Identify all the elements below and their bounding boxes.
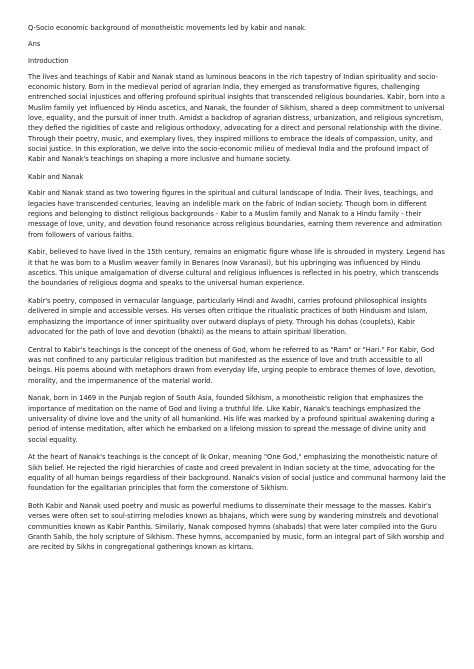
document-page	[28, 23, 446, 560]
intro-paragraph: The lives and teachings of Kabir and Nanak stand as luminous beacons in the rich tapestry of Indian spirituality and socio-economic history. Born in the medieval period of agrarian India, they emerged as transformative figures, challenging entrenched social injustices and offering profound spiritual insights that transcended religious boundaries. Kabir, born into a Muslim family yet influenced by Hindu ascetics, and Nanak, the founder of Sikhism, shared a deep commitment to universal love, equality, and the pursuit of inner truth. Amidst a backdrop of agrarian distress, urbanization, and religious syncretism, they defied the rigidities of caste and religious orthodoxy, advocating for a direct and personal relationship with the divine. Through their poetry, music, and exemplary lives, they inspired millions to embrace the ideals of compassion, unity, and social justice. In this exploration, we delve into the socio-economic milieu of medieval India and the profound impact of Kabir and Nanak's teachings on shaping a more inclusive and humane society.	[28, 72, 445, 164]
intro-heading: Introduction	[28, 56, 69, 65]
section-heading: Kabir and Nanak	[28, 173, 84, 182]
body-paragraph: Both Kabir and Nanak used poetry and music as powerful mediums to disseminate their message to the masses. Kabir's verses were often set to soul-stirring melodies known as bhajans, which were sung by wandering minstrels and devotional communities known as Kabir Panthis. Similarly, Nanak composed hymns (shabads) that were later compiled into the Guru Granth Sahib, the holy scripture of Sikhism. These hymns, accompanied by music, form an integral part of Sikh worship and are recited by Sikhs in congregational gatherings known as kirtans.	[28, 502, 445, 552]
body-paragraph: Central to Kabir's teachings is the concept of the oneness of God, whom he referred to as "Ram" or "Hari." For Kabir, God was not confined to any particular religious tradition but manifested as the essence of love and truth accessible to all beings. His poems abound with metaphors drawn from everyday life, urging people to embrace themes of love, devotion, morality, and the impermanence of the material world.	[28, 345, 437, 385]
body-paragraph: At the heart of Nanak's teachings is the concept of Ik Onkar, meaning "One God," emphasizing the monotheistic nature of Sikh belief. He rejected the rigid hierarchies of caste and creed prevalent in Indian society at the time, advocating for the equality of all human beings regardless of their background. Nanak's vision of social justice and communal harmony laid the foundation for the egalitarian principles that form the cornerstone of Sikhism.	[28, 453, 446, 493]
body-paragraph: Nanak, born in 1469 in the Punjab region of South Asia, founded Sikhism, a monotheistic religion that emphasizes the importance of meditation on the name of God and living a truthful life. Like Kabir, Nanak's teachings emphasized the universality of divine love and the unity of all humankind. His life was marked by a profound spiritual awakening during a period of intense meditation, after which he embarked on a lifelong mission to spread the message of divine unity and social equality.	[28, 394, 435, 444]
body-paragraph: Kabir's poetry, composed in vernacular language, particularly Hindi and Avadhi, carries profound philosophical insights delivered in simple and accessible verses. His verses often critique the ritualistic practices of both Hinduism and Islam, emphasizing the importance of inner spirituality over outward displays of piety. Through his dohas (couplets), Kabir advocated for the path of love and devotion (bhakti) as the means to attain spiritual liberation.	[28, 297, 428, 336]
question-line: Q-Socio economic background of monotheistic movements led by kabir and nanak.	[28, 24, 307, 32]
body-paragraph: Kabir and Nanak stand as two towering figures in the spiritual and cultural landscape of India. Their lives, teachings, and legacies have transcended centuries, leaving an indelible mark on the fabric of Indian society. Though born in different regions and belonging to distinct religious backgrounds - Kabir to a Muslim family and Nanak to a Hindu family - their message of love, unity, and devotion found resonance across religious boundaries, earning them reverence and admiration from followers of various faiths.	[28, 189, 442, 239]
answer-label: Ans	[28, 40, 41, 49]
body-paragraph: Kabir, believed to have lived in the 15th century, remains an enigmatic figure whose life is shrouded in mystery. Legend has it that he was born to a Muslim weaver family in Benares (now Varanasi), but his upbringing was influenced by Hindu ascetics. This unique amalgamation of diverse cultural and religious influences is reflected in his poetry, which transcends the boundaries of religious dogma and speaks to the universal human experience.	[28, 248, 445, 288]
